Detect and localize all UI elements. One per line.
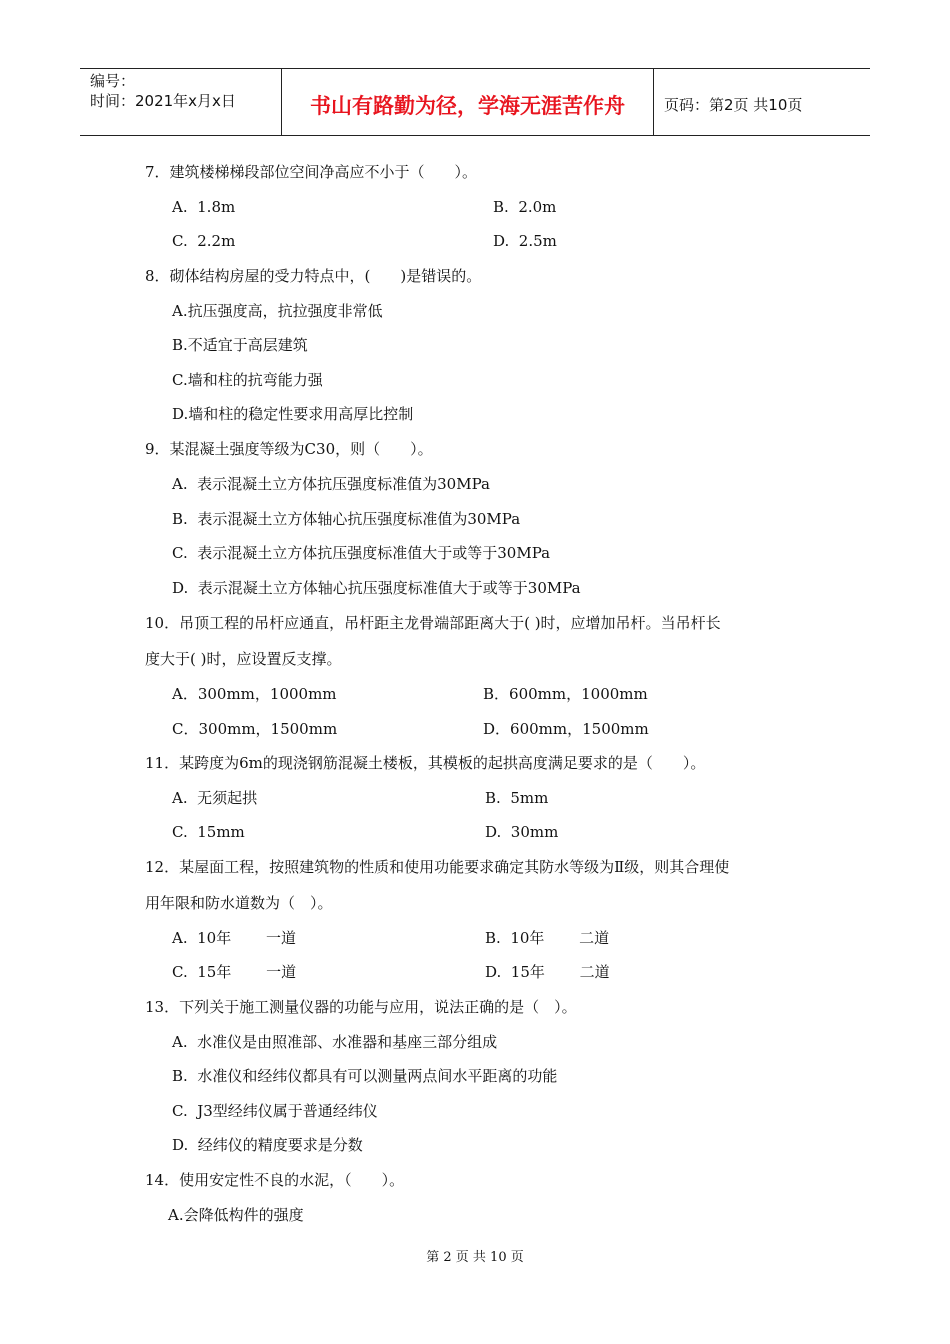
question-10-option-a: A．300mm，1000mm: [172, 685, 337, 703]
document-number-label: 编号：: [90, 72, 136, 90]
question-10-option-b: B．600mm，1000mm: [483, 685, 648, 703]
question-7-option-c: C. 2.2m: [172, 232, 236, 250]
question-13-option-b: B. 水准仪和经纬仪都具有可以测量两点间水平距离的功能: [172, 1067, 558, 1085]
question-9-stem: 9．某混凝土强度等级为C30，则（ ）。: [145, 440, 433, 458]
question-13-option-d: D. 经纬仪的精度要求是分数: [172, 1136, 363, 1154]
page-header: [80, 68, 870, 136]
question-8-option-b: B.不适宜于高层建筑: [172, 336, 308, 354]
question-10-option-c: C．300mm，1500mm: [172, 720, 338, 738]
question-12-option-d: D. 15年 二道: [485, 963, 610, 981]
question-8-option-c: C.墙和柱的抗弯能力强: [172, 371, 323, 389]
question-13-option-a: A. 水准仪是由照准部、水准器和基座三部分组成: [172, 1033, 498, 1051]
question-12-option-b: B. 10年 二道: [485, 929, 610, 947]
page-footer: 第 2 页 共 10 页: [426, 1250, 524, 1265]
question-11-option-a: A. 无须起拱: [172, 789, 258, 807]
question-7-option-d: D. 2.5m: [493, 232, 557, 250]
header-meta: [80, 69, 282, 135]
question-11-stem: 11．某跨度为6m的现浇钢筋混凝土楼板，其模板的起拱高度满足要求的是（ ）。: [145, 754, 706, 772]
question-12-option-c: C. 15年 一道: [172, 963, 297, 981]
question-7-stem: 7．建筑楼梯梯段部位空间净高应不小于（ ）。: [145, 163, 478, 181]
document-date-label: 时间：2021年x月x日: [90, 92, 236, 110]
question-8-option-a: A.抗压强度高，抗拉强度非常低: [172, 302, 383, 320]
question-8-stem: 8．砌体结构房屋的受力特点中，( )是错误的。: [145, 267, 482, 285]
question-13-stem: 13．下列关于施工测量仪器的功能与应用，说法正确的是（ ）。: [145, 998, 577, 1016]
header-motto: 书山有路勤为径，学海无涯苦作舟: [282, 69, 654, 135]
question-8-option-d: D.墙和柱的稳定性要求用高厚比控制: [172, 405, 414, 423]
question-11-option-d: D. 30mm: [485, 823, 559, 841]
question-12-option-a: A. 10年 一道: [172, 929, 296, 947]
question-10-stem-line2: 度大于( )时，应设置反支撑。: [145, 650, 342, 668]
question-11-option-b: B. 5mm: [485, 789, 549, 807]
question-12-stem-line1: 12．某屋面工程，按照建筑物的性质和使用功能要求确定其防水等级为Ⅱ级，则其合理使: [145, 858, 730, 876]
question-9-option-d: D. 表示混凝土立方体轴心抗压强度标准值大于或等于30MPa: [172, 579, 581, 597]
question-10-option-d: D．600mm，1500mm: [483, 720, 649, 738]
question-14-option-a: A.会降低构件的强度: [168, 1206, 304, 1224]
header-page-number: 页码：第2页 共10页: [664, 95, 803, 114]
question-7-option-b: B. 2.0m: [493, 198, 557, 216]
question-7-option-a: A. 1.8m: [172, 198, 236, 216]
question-14-stem: 14．使用安定性不良的水泥，（ ）。: [145, 1171, 405, 1189]
question-10-stem-line1: 10．吊顶工程的吊杆应通直，吊杆距主龙骨端部距离大于( )时，应增加吊杆。当吊杆长: [145, 614, 721, 632]
question-9-option-a: A. 表示混凝土立方体抗压强度标准值为30MPa: [172, 475, 490, 493]
question-11-option-c: C. 15mm: [172, 823, 245, 841]
question-12-stem-line2: 用年限和防水道数为（ ）。: [145, 894, 333, 912]
question-9-option-b: B. 表示混凝土立方体轴心抗压强度标准值为30MPa: [172, 510, 521, 528]
question-13-option-c: C. J3型经纬仪属于普通经纬仪: [172, 1102, 378, 1120]
question-9-option-c: C. 表示混凝土立方体抗压强度标准值大于或等于30MPa: [172, 544, 551, 562]
